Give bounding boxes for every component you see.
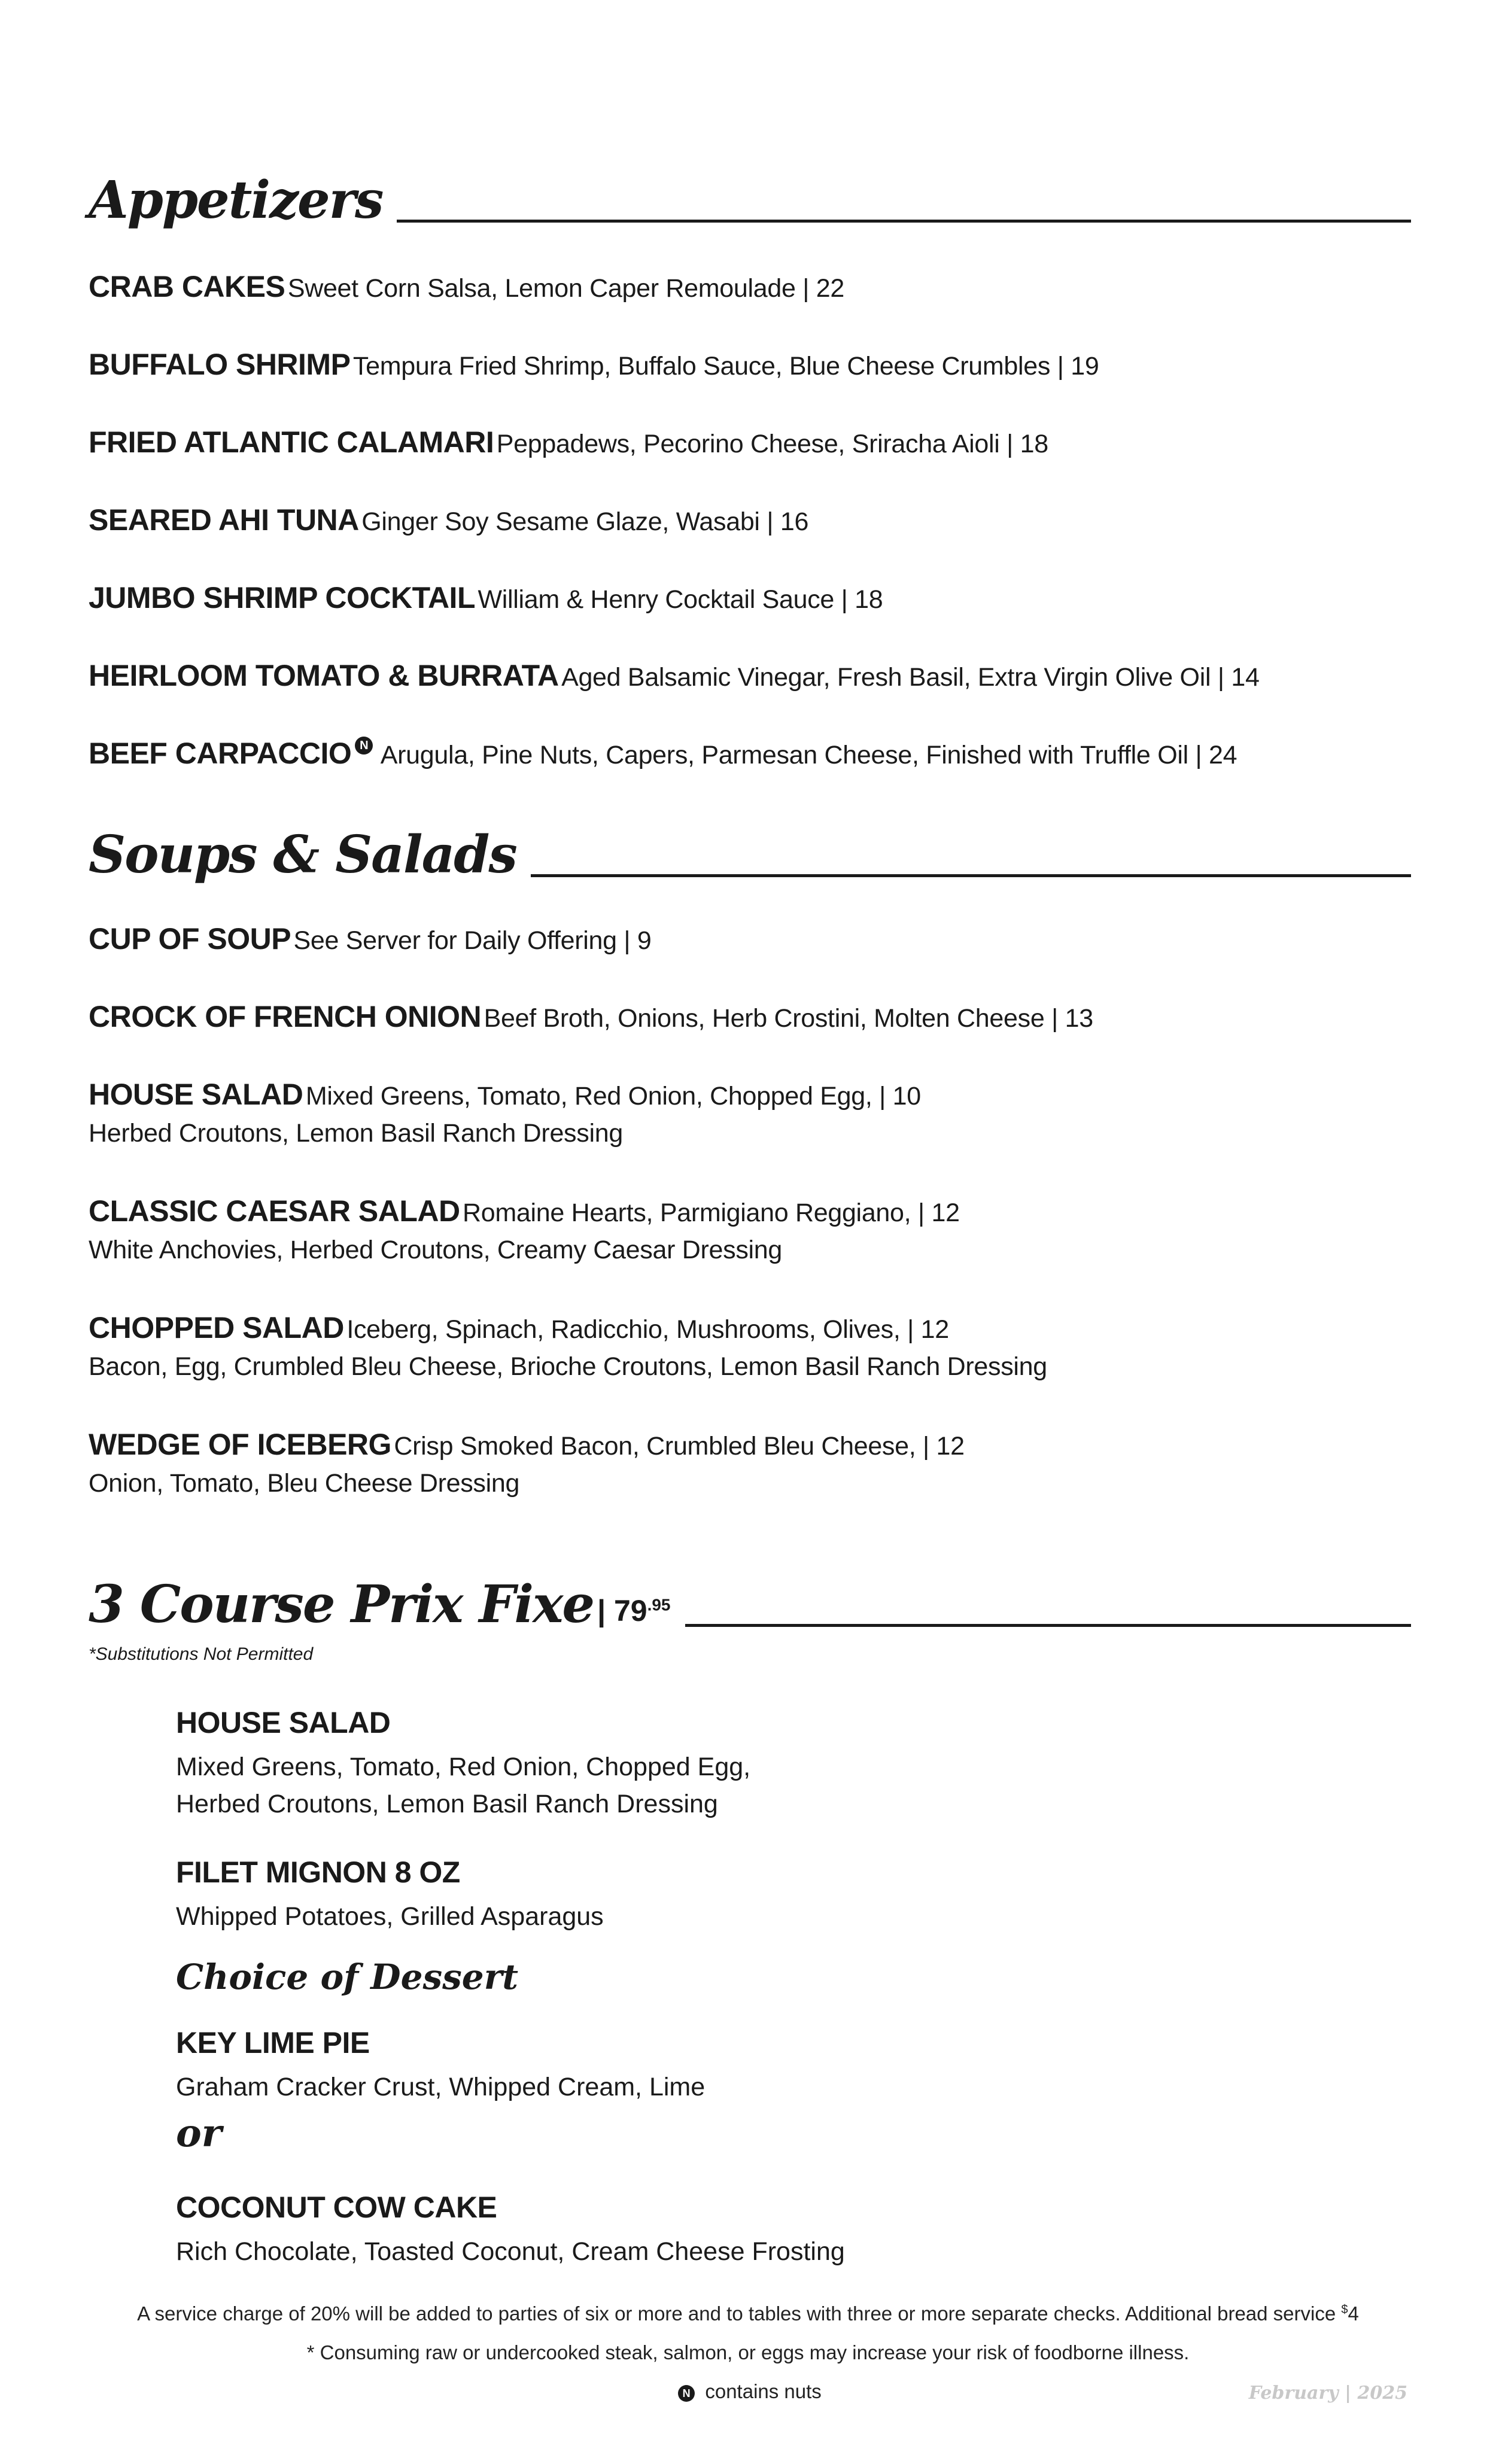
course-name: HOUSE SALAD: [176, 1706, 391, 1739]
soups-section: [89, 815, 1411, 885]
item-desc-line2: Bacon, Egg, Crumbled Bleu Cheese, Brioche Croutons, Lemon Basil Ranch Dressing: [89, 1352, 1047, 1381]
item-desc: Beef Broth, Onions, Herb Crostini, Molten Cheese | 13: [484, 1004, 1093, 1033]
course-name: COCONUT COW CAKE: [176, 2191, 497, 2224]
appetizers-header: [89, 160, 1411, 230]
item-desc-line2: Onion, Tomato, Bleu Cheese Dressing: [89, 1469, 520, 1498]
menu-item: [89, 1194, 1411, 1265]
bread-price-symbol: $: [1341, 2303, 1348, 2316]
prix-fixe-title: 3 Course Prix Fixe: [89, 1574, 594, 1635]
course-name: FILET MIGNON 8 OZ: [176, 1855, 460, 1889]
prix-fixe-course: [176, 2025, 705, 2106]
prix-fixe-price: [597, 1593, 670, 1628]
item-desc-line2: White Anchovies, Herbed Croutons, Creamy Caesar Dressing: [89, 1236, 783, 1264]
item-name: SEARED AHI TUNA: [89, 503, 359, 537]
consumer-advisory: * Consuming raw or undercooked steak, salmon, or eggs may increase your risk of foodborne illness.: [306, 2341, 1190, 2363]
item-name: CROCK OF FRENCH ONION: [89, 1000, 482, 1033]
soups-rule: [531, 874, 1411, 877]
item-name: CRAB CAKES: [89, 270, 285, 303]
course-desc: [176, 1748, 750, 1823]
prix-fixe-rule: [685, 1624, 1411, 1627]
menu-item: [89, 1077, 1411, 1148]
menu-item: [89, 736, 1411, 771]
prix-fixe-header: [89, 1565, 1411, 1635]
item-desc: Sweet Corn Salsa, Lemon Caper Remoulade | 22: [287, 274, 844, 303]
item-name: WEDGE OF ICEBERG: [89, 1428, 391, 1461]
menu-item: [89, 425, 1411, 460]
item-desc: Mixed Greens, Tomato, Red Onion, Chopped Egg, | 10: [305, 1082, 921, 1111]
item-desc: Iceberg, Spinach, Radicchio, Mushrooms, Olives, | 12: [346, 1315, 949, 1344]
menu-item: [89, 269, 1411, 304]
prix-fixe-course: [176, 1855, 604, 1935]
menu-item: [89, 658, 1411, 693]
prix-fixe-section: [89, 1565, 1411, 1635]
nut-legend-text: contains nuts: [705, 2380, 822, 2402]
menu-item: [89, 999, 1411, 1034]
dessert-heading: Choice of Dessert: [176, 1957, 519, 1997]
prix-fixe-course: [176, 1705, 750, 1823]
course-desc: Whipped Potatoes, Grilled Asparagus: [176, 1902, 604, 1931]
course-desc-line1: Mixed Greens, Tomato, Red Onion, Chopped Egg,: [176, 1753, 751, 1781]
appetizers-section: [89, 160, 1411, 230]
soups-title: Soups & Salads: [89, 825, 516, 885]
bread-price: 4: [1348, 2302, 1359, 2325]
course-name: KEY LIME PIE: [176, 2026, 370, 2060]
menu-item: [89, 1310, 1411, 1382]
item-desc: See Server for Daily Offering | 9: [293, 926, 652, 955]
prix-fixe-price-cents: .95: [647, 1595, 671, 1614]
service-charge-note: [0, 2302, 1496, 2325]
item-desc: Peppadews, Pecorino Cheese, Sriracha Aioli | 18: [496, 430, 1048, 458]
service-charge-text: A service charge of 20% will be added to parties of six or more and to tables with three or more separate checks. Additional bread service: [137, 2302, 1336, 2325]
item-desc: Romaine Hearts, Parmigiano Reggiano, | 12: [463, 1198, 960, 1227]
item-name: JUMBO SHRIMP COCKTAIL: [89, 581, 475, 615]
course-desc: Rich Chocolate, Toasted Coconut, Cream Cheese Frosting: [176, 2237, 845, 2266]
menu-item: [89, 347, 1411, 382]
item-name: BUFFALO SHRIMP: [89, 348, 351, 381]
item-name: FRIED ATLANTIC CALAMARI: [89, 425, 494, 459]
contains-nuts-icon: N: [678, 2385, 695, 2402]
or-label: or: [176, 2111, 222, 2156]
item-name: CLASSIC CAESAR SALAD: [89, 1194, 460, 1228]
appetizers-title: Appetizers: [89, 170, 383, 230]
course-desc-line2: Herbed Croutons, Lemon Basil Ranch Dressing: [176, 1790, 718, 1819]
item-desc: Aged Balsamic Vinegar, Fresh Basil, Extra Virgin Olive Oil | 14: [561, 663, 1260, 692]
item-name: BEEF CARPACCIO: [89, 737, 352, 770]
menu-item: [89, 1427, 1411, 1498]
item-desc: William & Henry Cocktail Sauce | 18: [478, 585, 883, 614]
item-desc: Tempura Fried Shrimp, Buffalo Sauce, Blue Cheese Crumbles | 19: [352, 352, 1099, 381]
item-desc: Ginger Soy Sesame Glaze, Wasabi | 16: [361, 507, 809, 536]
prix-fixe-course: [176, 2190, 845, 2270]
course-desc: Graham Cracker Crust, Whipped Cream, Lime: [176, 2073, 706, 2101]
menu-item: [89, 503, 1411, 537]
menu-item: [89, 921, 1411, 956]
appetizers-rule: [397, 220, 1411, 223]
menu-item: [89, 580, 1411, 615]
prix-fixe-price-main: | 79: [597, 1594, 647, 1628]
contains-nuts-icon: N: [355, 737, 373, 755]
item-name: CHOPPED SALAD: [89, 1311, 344, 1344]
soups-header: [89, 815, 1411, 885]
item-name: HOUSE SALAD: [89, 1078, 303, 1111]
item-desc: Crisp Smoked Bacon, Crumbled Bleu Cheese, | 12: [394, 1432, 965, 1461]
substitutions-note: *Substitutions Not Permitted: [89, 1644, 314, 1664]
item-desc-line2: Herbed Croutons, Lemon Basil Ranch Dressing: [89, 1119, 623, 1148]
item-name: HEIRLOOM TOMATO & BURRATA: [89, 659, 559, 692]
item-desc: Arugula, Pine Nuts, Capers, Parmesan Cheese, Finished with Truffle Oil | 24: [380, 741, 1237, 769]
item-name: CUP OF SOUP: [89, 922, 291, 956]
menu-date: February | 2025: [1248, 2383, 1407, 2404]
